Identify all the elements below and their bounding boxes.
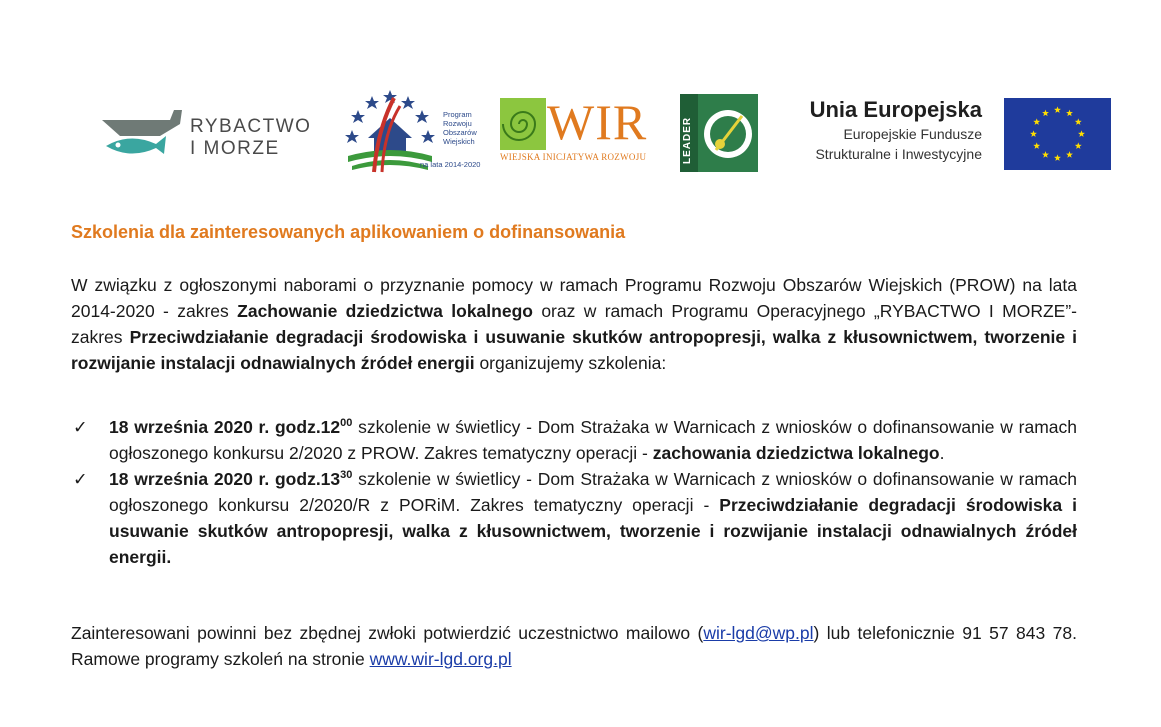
prow-line-3: Obszarów [443, 128, 477, 137]
email-link[interactable]: wir-lgd@wp.pl [703, 623, 814, 643]
rybactwo-logo [100, 102, 320, 162]
wir-subtitle: WIEJSKA INICJATYWA ROZWOJU [500, 152, 647, 162]
closing-paragraph [71, 620, 1077, 672]
checkmark-icon: ✓ [73, 417, 88, 437]
training-time-minutes: 30 [340, 469, 353, 482]
fish-boat-icon [100, 102, 190, 162]
eu-subtitle-2: Strukturalne i Inwestycyjne [815, 146, 982, 162]
leader-logo [680, 94, 758, 172]
training-list [71, 414, 1077, 570]
intro-bold-2: Przeciwdziałanie degradacji środowiska i usuwanie skutków antropopresji, walka z kłusownictwem, tworzenie i rozwijanie instalacji odnawialnych źródeł energii [71, 327, 1078, 373]
leader-text: LEADER [682, 116, 693, 164]
prow-years: na lata 2014-2020 [420, 160, 481, 169]
intro-text-2: oraz w ramach Programu Operacyjnego „RYBACTWO I MORZE”- zakres [71, 301, 1077, 347]
intro-text-3: organizujemy szkolenia: [474, 353, 667, 373]
training-description: szkolenie w świetlicy - Dom Strażaka w Warnicach z wniosków o dofinansowanie w ramach ogłoszonego konkursu 2/2020 z PROW. Zakres tematyczny operacji - [109, 417, 1077, 463]
wir-title: WIR [547, 94, 648, 150]
wir-spiral-icon [500, 98, 546, 150]
closing-text-1: Zainteresowani powinni bez zbędnej zwłoki potwierdzić uczestnictwo mailowo ( [71, 623, 704, 643]
list-item [71, 466, 1077, 570]
prow-line-1: Program [443, 110, 472, 119]
eu-funds-text [770, 96, 982, 176]
eu-flag [1004, 98, 1111, 170]
eu-flag-icon [1004, 98, 1111, 170]
intro-text-1: W związku z ogłoszonymi naborami o przyznanie pomocy w ramach Programu Rozwoju Obszarów Wiejskich (PROW) na lata 2014-2020 - zakres [71, 275, 1077, 321]
wir-logo [500, 94, 665, 168]
training-date: 18 września 2020 r. godz.13 [109, 469, 341, 489]
checkmark-icon: ✓ [73, 469, 88, 489]
page-title: Szkolenia dla zainteresowanych aplikowaniem o dofinansowania [71, 222, 626, 242]
prow-logo [338, 88, 488, 180]
training-scope: zachowania dziedzictwa lokalnego [652, 443, 940, 463]
eu-title: Unia Europejska [809, 97, 982, 122]
intro-paragraph [71, 272, 1077, 376]
eu-subtitle-1: Europejskie Fundusze [843, 126, 982, 142]
training-end: . [939, 443, 945, 463]
closing-text-2: ) lub telefonicznie 91 57 843 78. Ramowe programy szkoleń na stronie [71, 623, 1077, 669]
training-scope: Przeciwdziałanie degradacji środowiska i usuwanie skutków antropopresji, walka z kłusownictwem, tworzenie i rozwijanie instalacji odnawialnych źródeł energii. [109, 495, 1077, 567]
training-time-minutes: 00 [340, 417, 353, 430]
rybactwo-line2: I MORZE [190, 138, 280, 159]
training-description: szkolenie w świetlicy - Dom Strażaka w Warnicach z wniosków o dofinansowanie w ramach ogłoszonego konkursu 2/2020/R z PORiM. Zakres tematyczny operacji - [109, 469, 1077, 515]
website-link[interactable]: www.wir-lgd.org.pl [369, 649, 512, 669]
prow-line-4: Wiejskich [443, 137, 475, 146]
prow-line-2: Rozwoju [443, 119, 472, 128]
training-date: 18 września 2020 r. godz.12 [109, 417, 341, 437]
logo-strip [0, 88, 1161, 184]
list-item [71, 414, 1077, 466]
intro-bold-1: Zachowanie dziedzictwa lokalnego [237, 301, 533, 321]
rybactwo-line1: RYBACTWO [190, 116, 312, 137]
